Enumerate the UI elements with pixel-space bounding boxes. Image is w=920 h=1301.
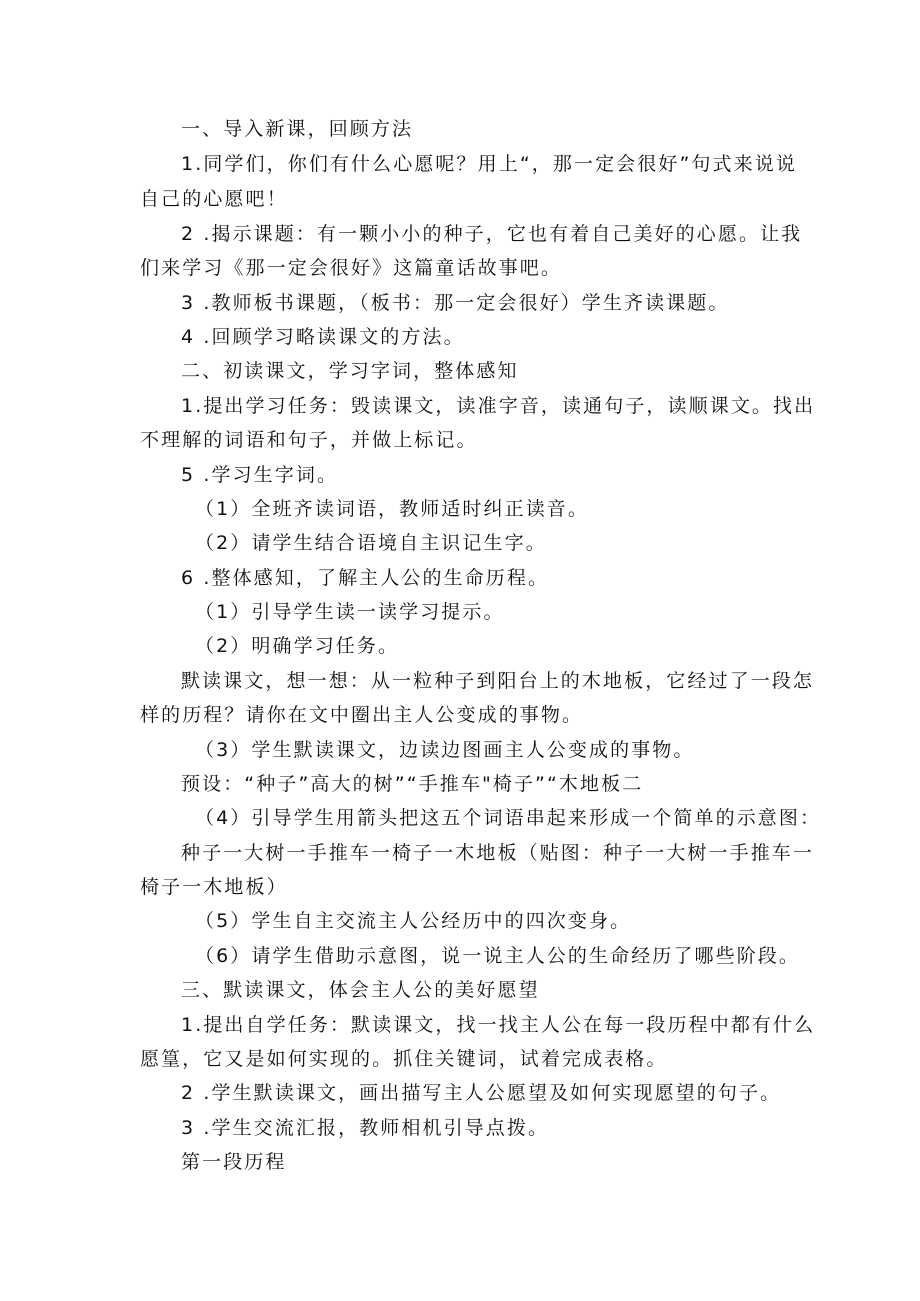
paragraph-line: 种子一大树一手推车一椅子一木地板（贴图：种子一大树一手推车一 (181, 842, 815, 864)
paragraph-line: （1）引导学生读一读学习提示。 (195, 601, 505, 623)
paragraph-line: （1）全班齐读词语，教师适时纠正读音。 (195, 498, 589, 520)
paragraph-line: （4）引导学生用箭头把这五个词语串起来形成一个简单的示意图： (195, 807, 822, 829)
paragraph-line: 3 .教师板书课题，（板书：那一定会很好）学生齐读课题。 (181, 292, 730, 314)
paragraph-line: 4 .回顾学习略读课文的方法。 (181, 326, 465, 348)
paragraph-line: （6）请学生借助示意图，说一说主人公的生命经历了哪些阶段。 (195, 945, 800, 967)
section-heading-2: 二、初读课文，学习字词，整体感知 (181, 360, 519, 382)
paragraph-line: 2 .揭示课题：有一颗小小的种子，它也有着自己美好的心愿。让我 (181, 223, 803, 245)
paragraph-line: 5 .学习生字词。 (181, 464, 339, 486)
paragraph-line: 默读课文，想一想：从一粒种子到阳台上的木地板，它经过了一段怎 (181, 670, 815, 692)
paragraph-line: 椅子一木地板） (140, 876, 288, 898)
paragraph-line: 预设：“种子”高大的树”“手推车"椅子”“木地板二 (181, 773, 644, 795)
paragraph-line: （3）学生默读课文，边读边图画主人公变成的事物。 (195, 739, 695, 761)
paragraph-line: 3 .学生交流汇报，教师相机引导点拨。 (181, 1117, 550, 1139)
section-heading-3: 三、默读课文，体会主人公的美好愿望 (181, 979, 540, 1001)
paragraph-line: 自己的心愿吧！ (140, 188, 288, 210)
paragraph-line: 1.同学们，你们有什么心愿呢？用上“，那一定会很好”句式来说说 (181, 153, 797, 175)
paragraph-line: 样的历程？请你在文中圈出主人公变成的事物。 (140, 704, 584, 726)
paragraph-line: 1.提出学习任务：毁读课文，读准字音，读通句子，读顺课文。找出 (181, 395, 816, 417)
paragraph-line: （2）明确学习任务。 (195, 635, 400, 657)
paragraph-line: 愿篁，它又是如何实现的。抓住关键词，试着完成表格。 (140, 1048, 668, 1070)
paragraph-line: 2 .学生默读课文，画出描写主人公愿望及如何实现愿望的句子。 (181, 1082, 782, 1104)
paragraph-line: （5）学生自主交流主人公经历中的四次变身。 (195, 910, 632, 932)
paragraph-line: 们来学习《那一定会很好》这篇童话故事吧。 (140, 257, 563, 279)
paragraph-line: 1.提出自学任务：默读课文，找一找主人公在每一段历程中都有什么 (181, 1014, 816, 1036)
paragraph-line: （2）请学生结合语境自主识记生字。 (195, 532, 547, 554)
paragraph-line: 不理解的词语和句子，并做上标记。 (140, 429, 478, 451)
section-heading-1: 一、导入新课，回顾方法 (181, 118, 414, 140)
subsection-heading: 第一段历程 (181, 1151, 287, 1173)
paragraph-line: 6 .整体感知，了解主人公的生命历程。 (181, 567, 550, 589)
